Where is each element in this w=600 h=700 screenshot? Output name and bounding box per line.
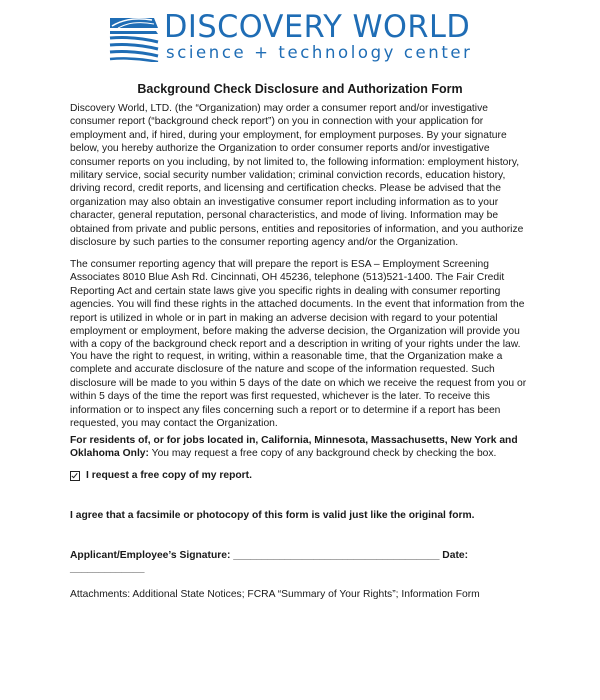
disclosure-paragraph: Discovery World, LTD. (the “Organization) may order a consumer report and/or investigative consumer report (“background check report”) on you in connection with your application for employment and, if hired, during your employment, for employment purposes. By your signature below, you hereby authorize the Organization to order consumer reports and/or investigative consumer reports on you including, by not limited to, the following information: employment history, military service, social security number validation; criminal conviction records, education history, driving record, credit reports, and licensing and certification checks. Please be advised that the organization may also obtain an investigative consumer report including information as to your character, general reputation, personal characteristics, and mode of living. Information may be obtained from private and public persons, entities and repositories of information, and you authorize disclosure by such parties to the consumer reporting agency and/or the Organization.: [70, 103, 524, 249]
attachments-note: Attachments: Additional State Notices; FCRA “Summary of Your Rights”; Information Form: [70, 589, 480, 600]
logo-subtitle: science + technology center: [166, 43, 473, 62]
page-title: Background Check Disclosure and Authorization Form: [137, 82, 463, 96]
signature-date-line[interactable]: Applicant/Employee’s Signature: ____________________________________ Date: _____________: [70, 550, 469, 575]
facsimile-agreement: I agree that a facsimile or photocopy of this form is valid just like the original form.: [70, 510, 475, 521]
logo-waves-icon: [108, 14, 160, 62]
free-copy-checkbox[interactable]: [70, 471, 80, 481]
agency-paragraph: The consumer reporting agency that will prepare the report is ESA – Employment Screening Associates 8010 Blue Ash Rd. Cincinnati, OH 45236, telephone (513)521-1400. The Fair Credit Reporting Act and certain state laws give you specific rights in dealing with consumer reporting agencies. You will find these rights in the attached documents. In the event that information from the report is utilized in whole or in part in making an adverse decision with regard to your potential employment or employment, before making the adverse decision, the Organization will provide you with a copy of the background check report and a description in writing of your rights under the law.: [70, 259, 525, 351]
logo-title: DISCOVERY WORLD: [164, 9, 471, 45]
rights-paragraph: You have the right to request, in writing, within a reasonable time, that the Organization make a complete and accurate disclosure of the nature and scope of the information requested. Such disclosure will be made to you within 5 days of the date on which we receive the request from you or within 5 days of the time the report was first requested, whichever is the later. To receive this information or to inspect any files concerning such a report or to determine if a report has been requested, you may contact the Organization.: [70, 351, 527, 430]
state-residents-notice: [70, 434, 532, 461]
state-residents-heading: For residents of, or for jobs located in, California, Minnesota, Massachusetts, New York and Oklahoma Only:: [70, 435, 518, 460]
free-copy-checkbox-row[interactable]: [70, 469, 532, 482]
free-copy-label: I request a free copy of my report.: [86, 470, 252, 481]
state-residents-text: You may request a free copy of any background check by checking the box.: [148, 448, 497, 460]
discovery-world-logo: [108, 10, 498, 62]
